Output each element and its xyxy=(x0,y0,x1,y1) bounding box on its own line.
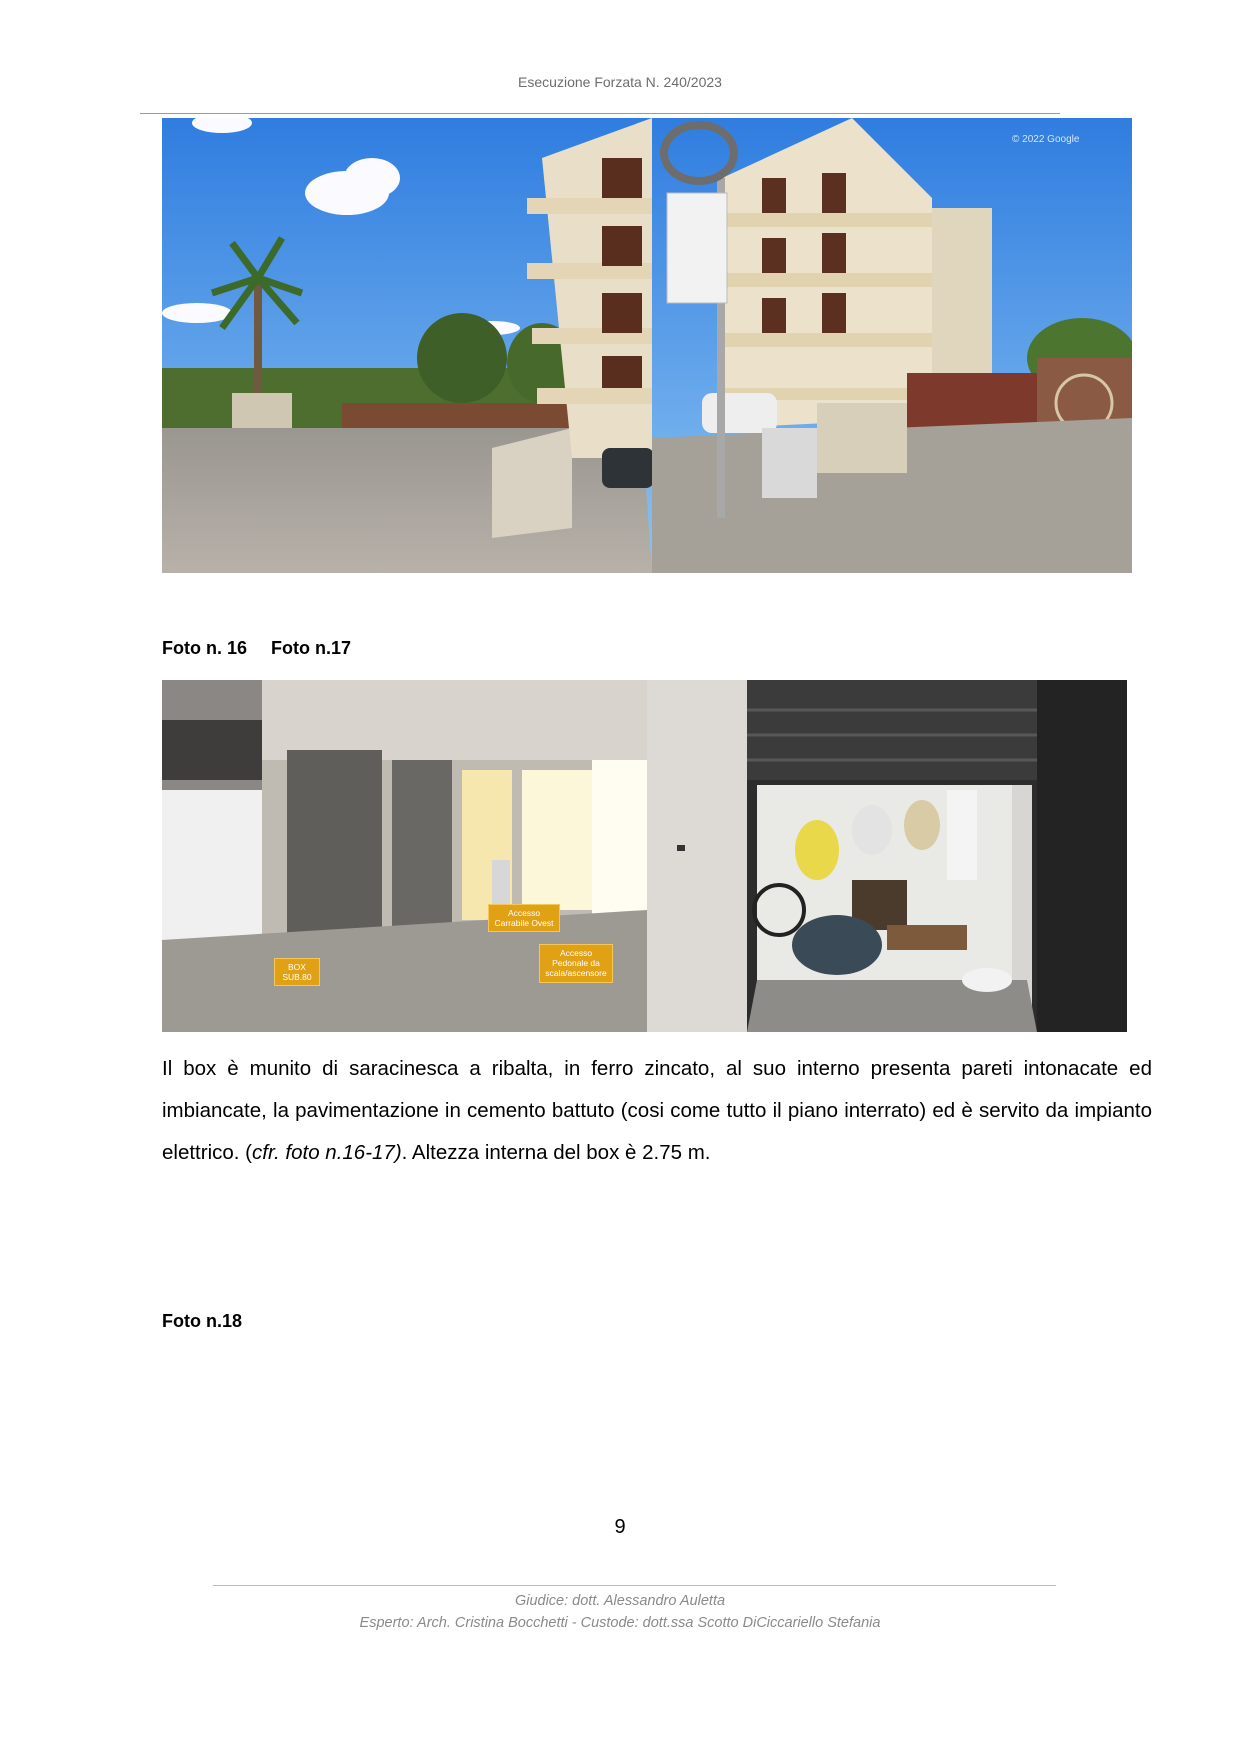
paragraph-citation: cfr. foto n.16-17) xyxy=(252,1141,402,1164)
label-box-sub80: BOX SUB.80 xyxy=(274,958,320,986)
caption-foto16: Foto n. 16 xyxy=(162,638,247,658)
street-view-photo xyxy=(162,118,1132,573)
caption-foto18: Foto n.18 xyxy=(162,1311,242,1331)
box-description-paragraph xyxy=(162,1048,1152,1174)
paragraph-text-1: Il box è munito di saracinesca a ribalta, in ferro zincato, al suo interno presenta pareti intonacate ed imbiancate, la pavimentazione in cemento battuto (cosi come tutto il piano interrato) ed è servito da impianto elettrico. ( xyxy=(162,1057,1152,1164)
page-number: 9 xyxy=(614,1516,626,1538)
label-accesso-carrabile: Accesso Carrabile Ovest xyxy=(488,904,560,932)
caption-foto17: Foto n.17 xyxy=(271,638,351,658)
document-header: Esecuzione Forzata N. 240/2023 xyxy=(518,74,722,90)
street-view-watermark: © 2022 Google xyxy=(1012,134,1080,145)
label-accesso-pedonale: Accesso Pedonale da scala/ascensore xyxy=(539,944,613,983)
footer-giudice: Giudice: dott. Alessandro Auletta xyxy=(514,1593,726,1609)
footer-rule xyxy=(213,1585,1056,1586)
header-rule xyxy=(140,113,1060,114)
footer-esperto-custode: Esperto: Arch. Cristina Bocchetti - Custode: dott.ssa Scotto DiCiccariello Stefania xyxy=(359,1615,881,1631)
garage-corridor-photo xyxy=(162,680,647,1032)
garage-box-photo xyxy=(647,680,1127,1032)
paragraph-text-2: . Altezza interna del box è 2.75 m. xyxy=(401,1141,711,1164)
